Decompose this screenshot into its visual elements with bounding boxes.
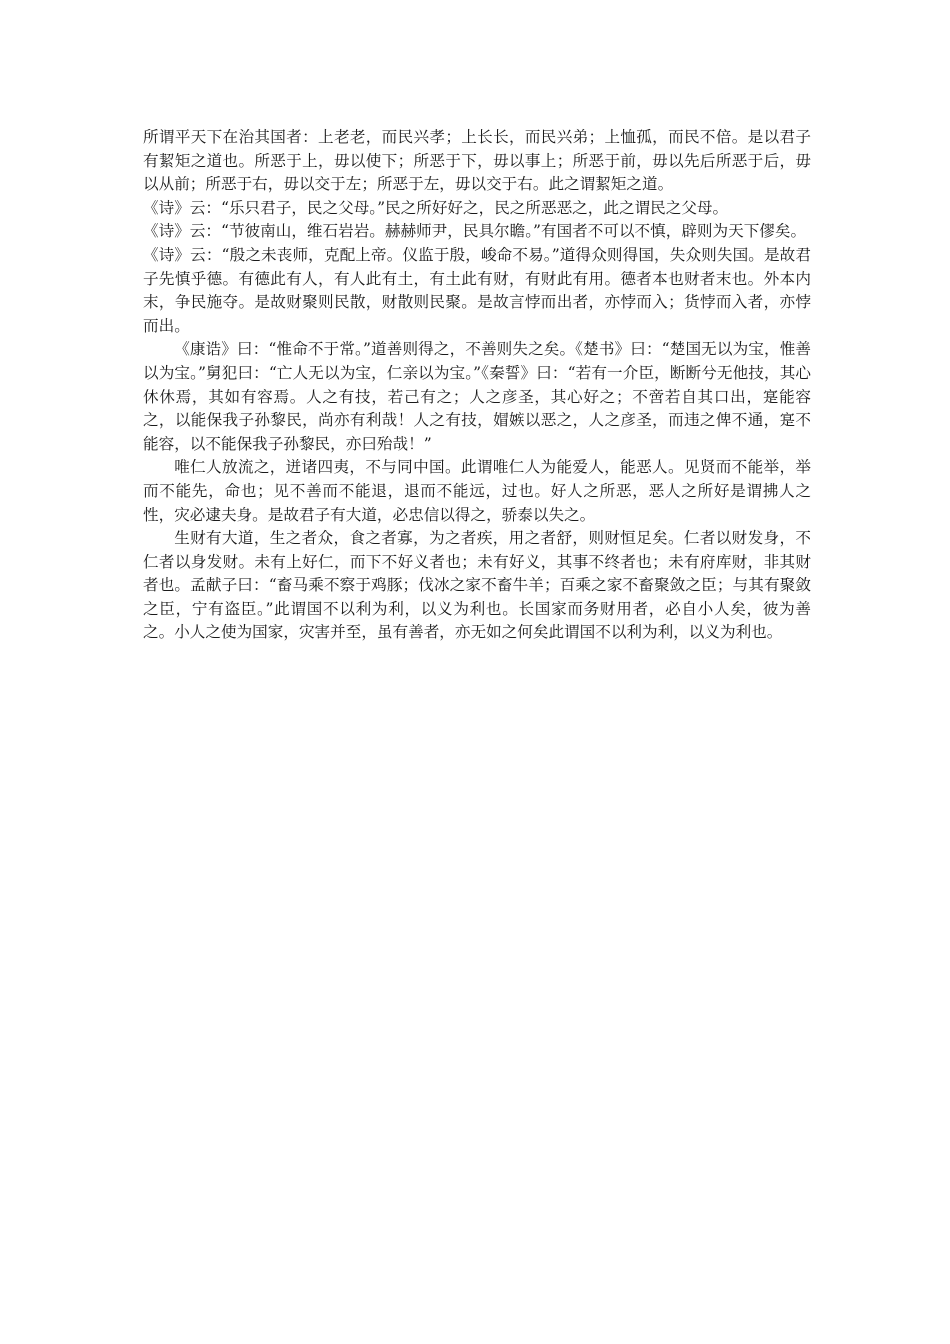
paragraph-6: 唯仁人放流之，迸诸四夷，不与同中国。此谓唯仁人为能爱人，能恶人。见贤而不能举，举而不能先，命也；见不善而不能退，退而不能远，过也。好人之所恶，恶人之所好是谓拂人之性，灾必逮夫身。是故君子有大道，必忠信以得之，骄泰以失之。	[143, 458, 811, 524]
paragraph-5: 《康诰》曰：“惟命不于常。”道善则得之，不善则失之矣。《楚书》曰：“楚国无以为宝，惟善以为宝。”舅犯曰：“亡人无以为宝，仁亲以为宝。”《秦誓》曰：“若有一介臣，断断兮无他技，其心休休焉，其如有容焉。人之有技，若己有之；人之彦圣，其心好之；不啻若自其口出，寔能容之，以能保我子孙黎民，尚亦有利哉！人之有技，媢嫉以恶之，人之彦圣，而违之俾不通，寔不能容，以不能保我子孙黎民，亦曰殆哉！”	[143, 340, 811, 453]
paragraph-1: 所谓平天下在治其国者：上老老，而民兴孝；上长长，而民兴弟；上恤孤，而民不倍。是以君子有絜矩之道也。所恶于上，毋以使下；所恶于下，毋以事上；所恶于前，毋以先后所恶于后，毋以从前；所恶于右，毋以交于左；所恶于左，毋以交于右。此之谓絜矩之道。	[143, 128, 811, 194]
document-page	[143, 126, 811, 645]
paragraph-4: 《诗》云：“殷之未丧师，克配上帝。仪监于殷，峻命不易。”道得众则得国，失众则失国。是故君子先慎乎德。有德此有人，有人此有土，有土此有财，有财此有用。德者本也财者末也。外本内末，争民施夺。是故财聚则民散，财散则民聚。是故言悖而出者，亦悖而入；货悖而入者，亦悖而出。	[143, 245, 811, 335]
paragraph-2: 《诗》云：“乐只君子，民之父母。”民之所好好之，民之所恶恶之，此之谓民之父母。	[143, 198, 729, 217]
paragraph-7: 生财有大道，生之者众，食之者寡，为之者疾，用之者舒，则财恒足矣。仁者以财发身，不仁者以身发财。未有上好仁，而下不好义者也；未有好义，其事不终者也；未有府库财，非其财者也。孟献子曰：“畜马乘不察于鸡豚；伐冰之家不畜牛羊；百乘之家不畜聚敛之臣；与其有聚敛之臣，宁有盗臣。”此谓国不以利为利，以义为利也。长国家而务财用者，必自小人矣，彼为善之。小人之使为国家，灾害并至，虽有善者，亦无如之何矣此谓国不以利为利，以义为利也。	[143, 529, 811, 642]
paragraph-3: 《诗》云：“节彼南山，维石岩岩。赫赫师尹，民具尔瞻。”有国者不可以不慎，辟则为天下僇矣。	[143, 222, 807, 241]
